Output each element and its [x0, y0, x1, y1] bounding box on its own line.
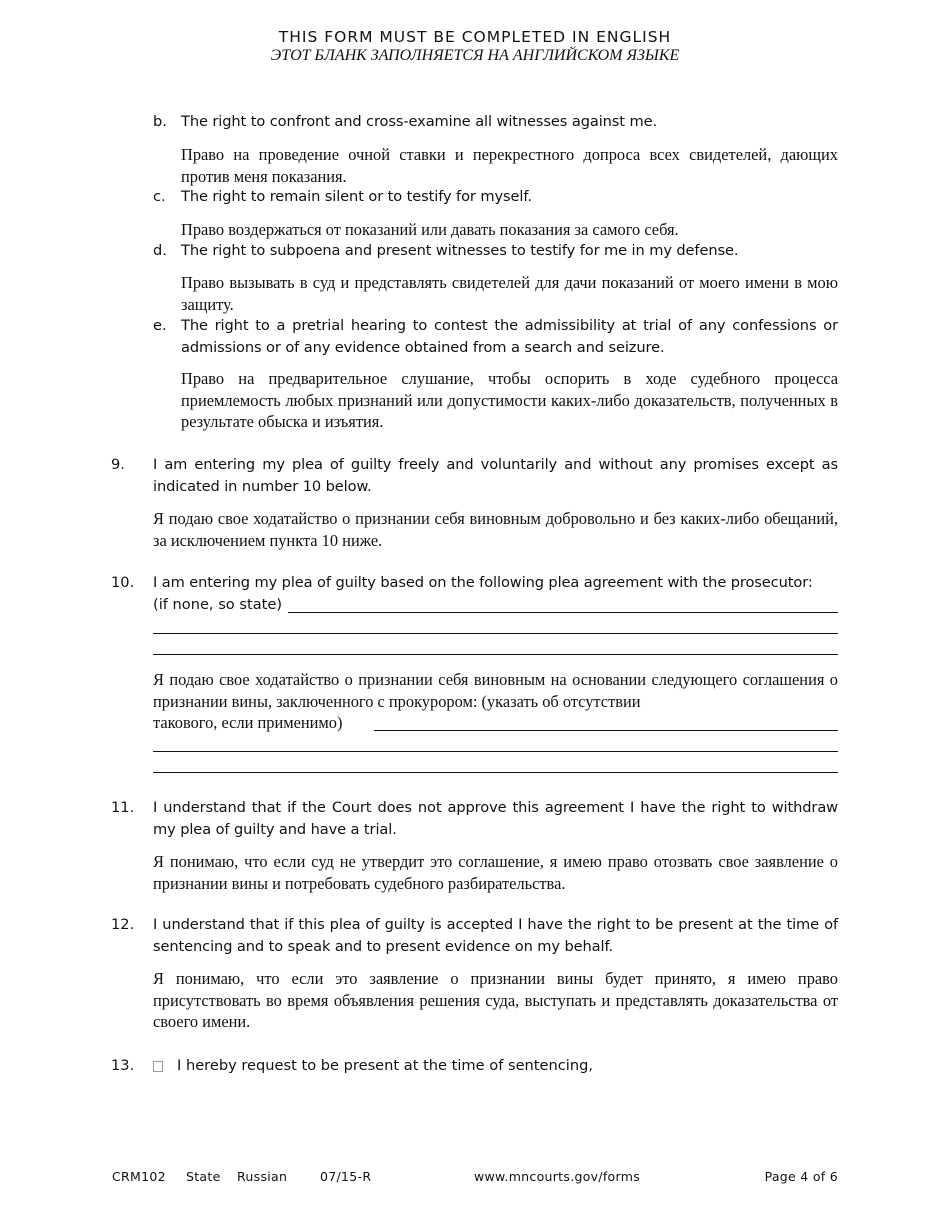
right-d-label: d. — [153, 242, 167, 259]
right-c-label: c. — [153, 188, 166, 205]
footer-language: Russian — [237, 1169, 288, 1184]
footer-state: State — [186, 1169, 221, 1184]
item-12-en: I understand that if this plea of guilty is accepted I have the right to be present at the time of sentencing and to speak and to present evidence on my behalf. — [153, 916, 838, 955]
plea-agreement-line-2[interactable] — [153, 633, 838, 634]
footer-url: www.mncourts.gov/forms — [474, 1169, 641, 1184]
item-10-ru-field-label: такового, если применимо) — [153, 713, 343, 732]
right-b-label: b. — [153, 113, 167, 130]
right-d-ru: Право вызывать в суд и представлять свидетелей для дачи показаний от моего имени в мою защиту. — [181, 273, 838, 314]
item-9-ru: Я подаю свое ходатайство о признании себя виновным добровольно и без каких-либо обещаний, за исключением пункта 10 ниже. — [153, 509, 838, 550]
footer-revision: 07/15-R — [320, 1169, 372, 1184]
right-c-en: The right to remain silent or to testify for myself. — [181, 188, 532, 205]
item-9-number: 9. — [111, 456, 125, 473]
item-11-en: I understand that if the Court does not approve this agreement I have the right to withdraw my plea of guilty and have a trial. — [153, 799, 838, 838]
form-language-notice-ru: ЭТОТ БЛАНК ЗАПОЛНЯЕТСЯ НА АНГЛИЙСКОМ ЯЗЫКЕ — [270, 47, 680, 64]
item-10-ru: Я подаю свое ходатайство о признании себя виновным на основании следующего соглашения о признании вины, заключенного с прокурором: (указать об отсутствии — [153, 670, 838, 711]
item-9-en: I am entering my plea of guilty freely and voluntarily and without any promises except as indicated in number 10 below. — [153, 456, 838, 495]
item-10-en: I am entering my plea of guilty based on the following plea agreement with the prosecutor: — [153, 574, 813, 591]
item-11-number: 11. — [111, 799, 135, 816]
right-b-ru: Право на проведение очной ставки и перекрестного допроса всех свидетелей, дающих против меня показания. — [181, 145, 838, 186]
right-e-label: e. — [153, 317, 167, 334]
right-c-ru: Право воздержаться от показаний или давать показания за самого себя. — [181, 220, 679, 239]
form-language-notice: THIS FORM MUST BE COMPLETED IN ENGLISH — [278, 28, 672, 46]
right-e-en: The right to a pretrial hearing to contest the admissibility at trial of any confessions or admissions or of any evidence obtained from a search and seizure. — [181, 317, 838, 356]
footer-form-id: CRM102 — [112, 1169, 166, 1184]
sentencing-presence-checkbox[interactable] — [153, 1061, 163, 1072]
footer-page-number: Page 4 of 6 — [764, 1169, 838, 1184]
item-10-number: 10. — [111, 574, 135, 591]
item-13-number: 13. — [111, 1057, 135, 1074]
item-12-ru: Я понимаю, что если это заявление о признании вины будет принято, я имею право присутствовать во время объявления решения суда, выступать и представлять доказательства от своего имени. — [153, 969, 838, 1031]
right-e-ru: Право на предварительное слушание, чтобы оспорить в ходе судебного процесса приемлемость любых признаний или допустимости каких-либо доказательств, полученных в результате обыска и изъятия. — [181, 369, 838, 431]
plea-agreement-line-1[interactable] — [288, 612, 838, 613]
plea-agreement-line-3[interactable] — [153, 654, 838, 655]
plea-agreement-ru-line-1[interactable] — [374, 730, 838, 731]
item-10-field-label: (if none, so state) — [153, 596, 283, 613]
plea-agreement-ru-line-3[interactable] — [153, 772, 838, 773]
item-12-number: 12. — [111, 916, 135, 933]
item-13-en: I hereby request to be present at the time of sentencing, — [177, 1057, 593, 1074]
item-11-ru: Я понимаю, что если суд не утвердит это соглашение, я имею право отозвать свое заявление о признании вины и потребовать судебного разбирательства. — [153, 852, 838, 893]
right-b-en: The right to confront and cross-examine all witnesses against me. — [181, 113, 658, 130]
plea-agreement-ru-line-2[interactable] — [153, 751, 838, 752]
right-d-en: The right to subpoena and present witnesses to testify for me in my defense. — [181, 242, 739, 259]
